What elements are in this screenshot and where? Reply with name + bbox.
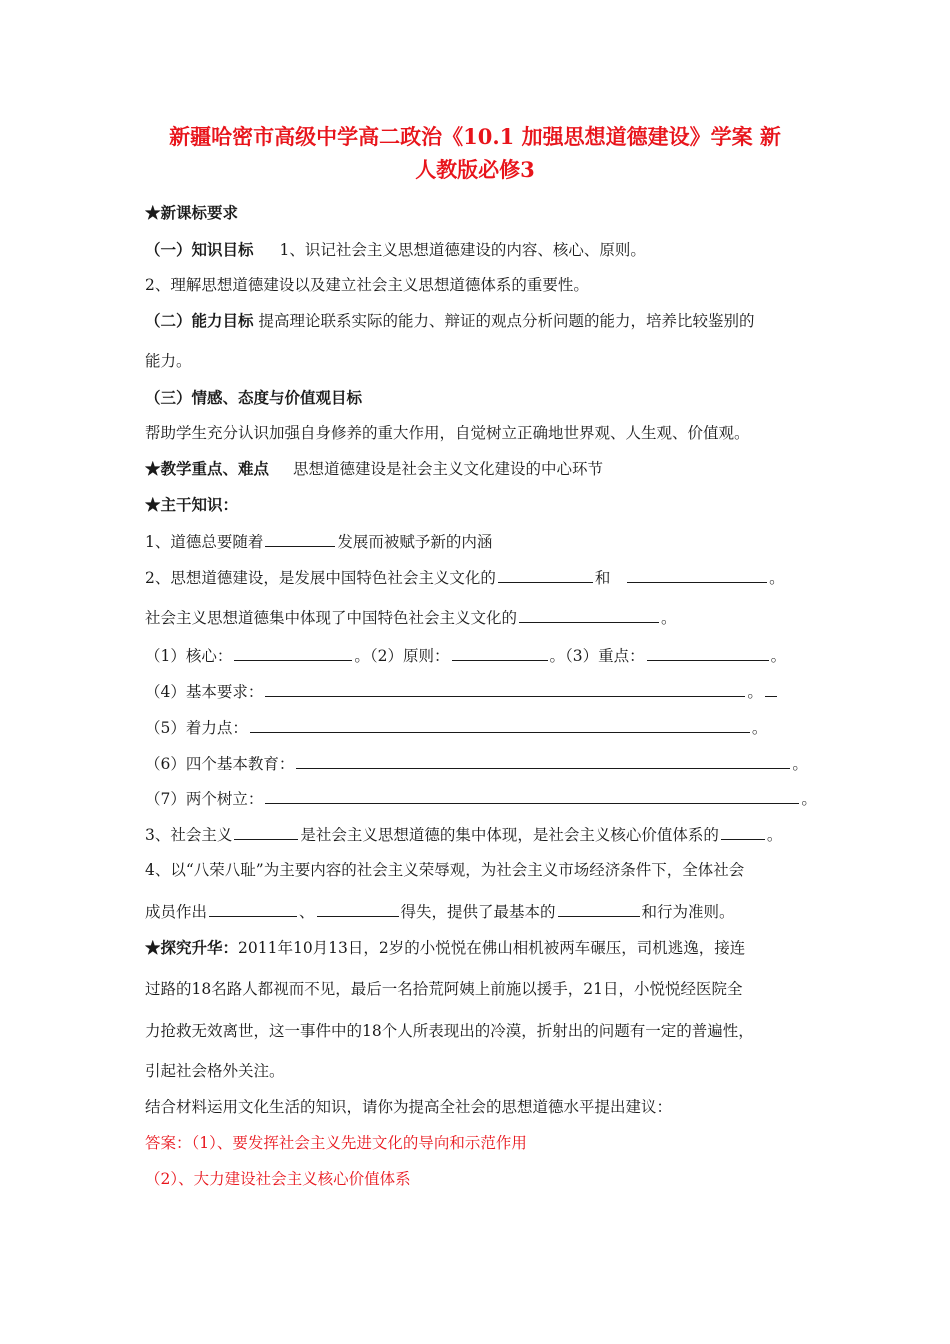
emphasis-end: 。 — [751, 719, 768, 737]
emotion-goal-text-a: 帮助学生充分认识加强自身修养的重大作用， — [145, 424, 456, 442]
emotion-goal-label: （三）情感、态度与价值观目标 — [145, 388, 363, 407]
fill-blank[interactable] — [558, 901, 640, 917]
four-edu-label: （6）四个基本教育： — [145, 755, 295, 773]
q3-text-b: 是社会主义思想道德的集中体现，是社会主义核心价值体系的 — [300, 826, 719, 844]
document-title — [120, 120, 830, 186]
title-line-2: 人教版必修3 — [415, 157, 535, 182]
explore-line-3: 力抢救无效离世，这一事件中的18个人所表现出的冷漠，折射出的问题有一定的普遍性， — [145, 1022, 754, 1040]
ability-goal-text: 提高理论联系实际的能力、辩证的观点分析问题的能力，培养比较鉴别的 — [258, 312, 755, 330]
key-points-text: 思想道德建设是社会主义文化建设的中心环节 — [293, 460, 604, 478]
question-1 — [145, 531, 492, 552]
q1-text-a: 1、道德总要随着 — [145, 533, 264, 551]
basic-requirements-line — [145, 681, 779, 702]
four-education-line — [145, 753, 808, 774]
q2-text-b: 和 — [594, 569, 611, 587]
basic-req-label: （4）基本要求： — [145, 683, 264, 701]
emotion-goal-text — [145, 423, 750, 443]
q2-line2-text: 社会主义思想道德集中体现了中国特色社会主义文化的 — [145, 609, 518, 627]
question-2 — [145, 567, 785, 588]
fill-blank[interactable] — [647, 645, 769, 661]
knowledge-goal-1: 1、识记社会主义思想道德建设的内容、核心、原则。 — [279, 241, 646, 259]
four-edu-end: 。 — [792, 755, 808, 773]
fill-blank[interactable] — [265, 681, 745, 697]
core-label: （1）核心： — [145, 647, 233, 665]
emotion-goal-text-b: 自觉树立正确地世界观、人生观、价值观。 — [455, 424, 750, 442]
q4-text-d: 和行为准则。 — [641, 903, 735, 921]
explore-question: 结合材料运用文化生活的知识，请你为提高全社会的思想道德水平提出建议： — [145, 1098, 673, 1116]
question-4-line-1: 4、以“八荣八耻”为主要内容的社会主义荣辱观，为社会主义市场经济条件下，全体社会 — [145, 861, 745, 879]
two-establish-line — [145, 788, 817, 809]
explore-label: ★探究升华： — [145, 938, 239, 957]
q1-text-b: 发展而被赋予新的内涵 — [337, 533, 493, 551]
answer-1: 答案：（1）、要发挥社会主义先进文化的导向和示范作用 — [145, 1134, 527, 1152]
two-est-end: 。 — [801, 790, 817, 808]
explore-line-1 — [145, 938, 745, 958]
ability-goal-line — [145, 311, 754, 331]
knowledge-goal-2: 2、理解思想道德建设以及建立社会主义思想道德体系的重要性。 — [145, 276, 589, 294]
fill-blank[interactable] — [296, 753, 790, 769]
q2-text-c: 。 — [769, 569, 785, 587]
ability-goal-label: （二）能力目标 — [145, 311, 254, 330]
basic-req-end: 。 — [747, 683, 763, 701]
fill-blank[interactable] — [317, 901, 399, 917]
fill-blank[interactable] — [498, 567, 593, 583]
ability-goal-text-2: 能力。 — [145, 352, 192, 370]
q3-text-c: 。 — [766, 826, 783, 844]
emphasis-label: （5）着力点： — [145, 719, 248, 737]
q4-text-a: 成员作出 — [145, 903, 208, 921]
focus-end: 。 — [770, 647, 787, 665]
key-points-line — [145, 459, 603, 479]
knowledge-goal-label: （一）知识目标 — [145, 240, 254, 259]
explore-line-4: 引起社会格外关注。 — [145, 1062, 285, 1080]
key-points-label: ★教学重点、难点 — [145, 459, 270, 478]
question-2-line-2 — [145, 607, 677, 628]
title-line-1: 新疆哈密市高级中学高二政治《10.1 加强思想道德建设》学案 新 — [169, 124, 781, 149]
fill-blank[interactable] — [627, 567, 767, 583]
fill-blank[interactable] — [209, 901, 297, 917]
fill-blank[interactable] — [250, 717, 750, 733]
q2-line2-end: 。 — [661, 609, 677, 627]
knowledge-goal-line — [145, 240, 646, 260]
fill-blank[interactable] — [234, 824, 298, 840]
focus-label: 。（3）重点： — [549, 647, 645, 665]
fill-blank[interactable] — [721, 824, 765, 840]
question-3 — [145, 824, 782, 845]
principle-label: 。（2）原则： — [354, 647, 450, 665]
explore-text-1: 2011年10月13日，2岁的小悦悦在佛山相机被两车碾压，司机逃逸，接连 — [238, 939, 746, 957]
fill-blank[interactable] — [265, 788, 799, 804]
fill-blank[interactable] — [234, 645, 352, 661]
answer-2: （2）、大力建设社会主义核心价值体系 — [145, 1170, 411, 1188]
q3-text-a: 3、社会主义 — [145, 826, 233, 844]
emphasis-line — [145, 717, 767, 738]
question-4-line-2 — [145, 901, 735, 922]
q4-text-c: 得失，提供了最基本的 — [400, 903, 556, 921]
q2-text-a: 2、思想道德建设，是发展中国特色社会主义文化的 — [145, 569, 496, 587]
explore-line-2: 过路的18名路人都视而不见，最后一名拾荒阿姨上前施以援手，21日，小悦悦经医院全 — [145, 980, 743, 998]
fill-blank[interactable] — [765, 681, 777, 697]
fill-blank[interactable] — [265, 531, 335, 547]
standards-heading: ★新课标要求 — [145, 203, 239, 222]
fill-blank[interactable] — [519, 607, 659, 623]
core-principle-focus-line — [145, 645, 786, 666]
fill-blank[interactable] — [452, 645, 548, 661]
main-knowledge-heading: ★主干知识： — [145, 495, 239, 514]
q4-text-b: 、 — [299, 903, 315, 921]
two-est-label: （7）两个树立： — [145, 790, 264, 808]
